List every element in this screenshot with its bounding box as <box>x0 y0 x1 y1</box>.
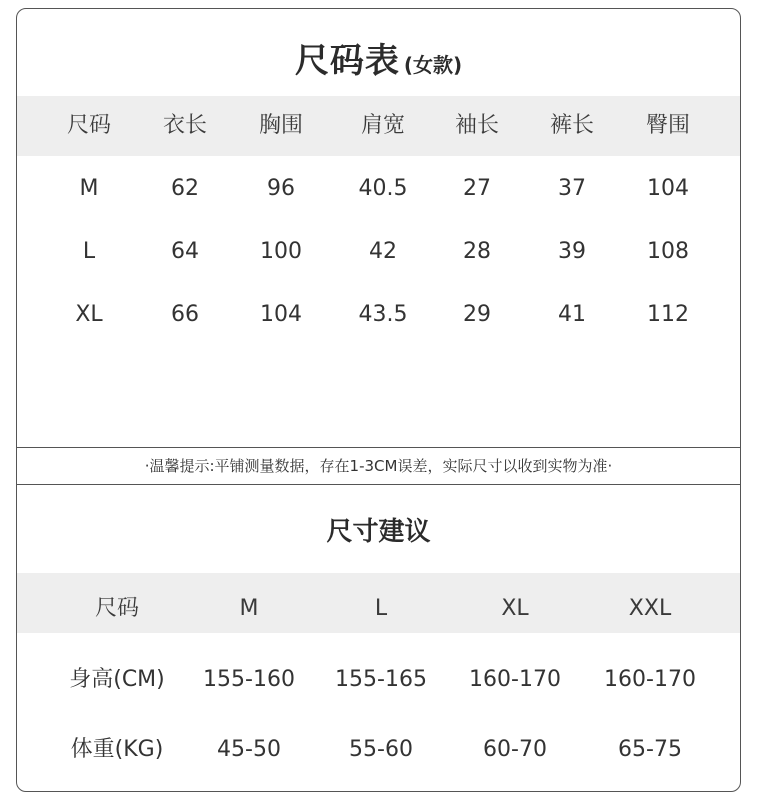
table-row <box>17 169 740 209</box>
cell: 27 <box>463 176 491 201</box>
cell: 64 <box>171 239 199 264</box>
cell: 40.5 <box>358 176 408 201</box>
cell: 28 <box>463 239 491 264</box>
size-chart-title-text: 尺码表 <box>294 41 400 81</box>
size-advice-title: 尺寸建议 <box>326 517 431 547</box>
table-row <box>17 660 740 700</box>
table-row <box>17 232 740 272</box>
header-cell-hip: 臀围 <box>645 113 691 138</box>
cell: 60-70 <box>483 737 547 762</box>
cell: 100 <box>260 239 302 264</box>
table-row <box>17 730 740 770</box>
cell: 42 <box>369 239 397 264</box>
cell: 160-170 <box>469 667 561 692</box>
cell: 45-50 <box>217 737 281 762</box>
cell: 104 <box>260 302 302 327</box>
size-chart-subtitle: (女款) <box>403 53 463 77</box>
header-cell-shoulder: 肩宽 <box>360 113 406 138</box>
header-cell-sleeve: 袖长 <box>454 113 500 138</box>
cell: M <box>79 176 99 201</box>
cell: 62 <box>171 176 199 201</box>
cell: 104 <box>647 176 689 201</box>
size-chart-header-row <box>17 106 740 146</box>
cell: 96 <box>267 176 295 201</box>
cell: 37 <box>558 176 586 201</box>
measurement-note: ·温馨提示:平铺测量数据，存在1-3CM误差，实际尺寸以收到实物为准· <box>144 457 613 475</box>
cell: 65-75 <box>618 737 682 762</box>
advice-header-xxl: XXL <box>628 596 672 621</box>
advice-header-size: 尺码 <box>94 596 140 621</box>
cell: 160-170 <box>604 667 696 692</box>
size-advice-header-row <box>17 589 740 629</box>
table-row <box>17 295 740 335</box>
cell: 155-160 <box>203 667 295 692</box>
cell: 66 <box>171 302 199 327</box>
size-chart-card <box>16 8 741 792</box>
cell: 29 <box>463 302 491 327</box>
header-cell-size: 尺码 <box>66 113 112 138</box>
cell: L <box>82 239 96 264</box>
cell: 41 <box>558 302 586 327</box>
divider-bottom <box>17 484 740 485</box>
cell: XL <box>75 302 103 327</box>
cell: 108 <box>647 239 689 264</box>
header-cell-chest: 胸围 <box>258 113 304 138</box>
cell: 身高(CM) <box>69 667 165 692</box>
cell: 39 <box>558 239 586 264</box>
size-chart-title <box>17 33 740 82</box>
advice-header-l: L <box>374 596 388 621</box>
cell: 55-60 <box>349 737 413 762</box>
cell: 43.5 <box>358 302 408 327</box>
advice-header-m: M <box>239 596 259 621</box>
cell: 155-165 <box>335 667 427 692</box>
header-cell-pants: 裤长 <box>549 113 595 138</box>
cell: 112 <box>647 302 689 327</box>
header-cell-length: 衣长 <box>162 113 208 138</box>
cell: 体重(KG) <box>70 737 164 762</box>
advice-header-xl: XL <box>501 596 529 621</box>
